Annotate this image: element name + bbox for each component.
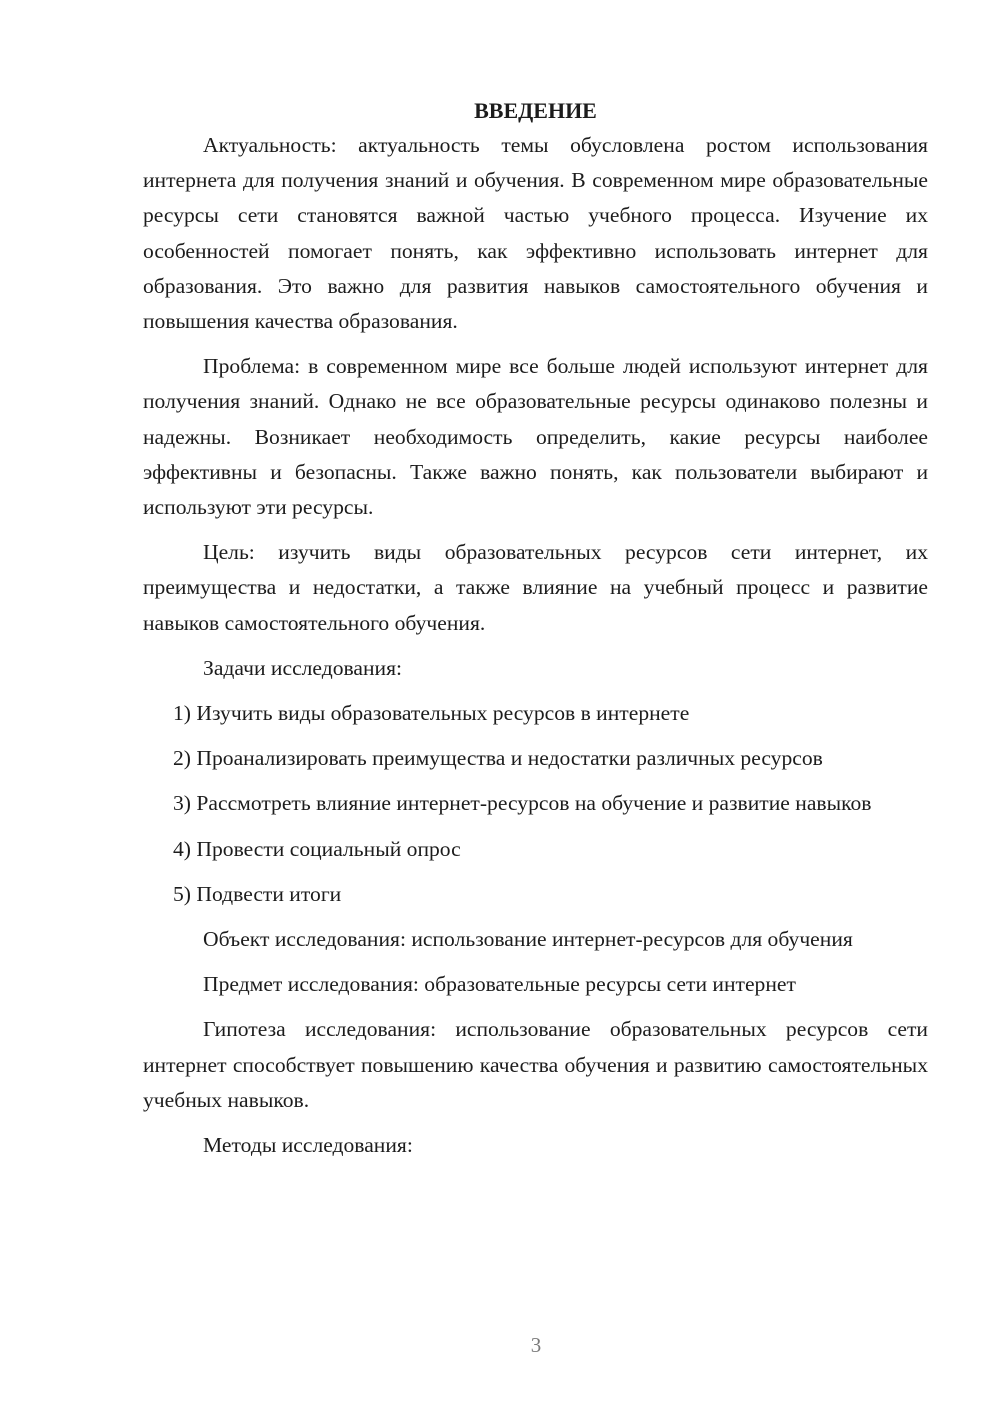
relevance-paragraph: Актуальность: актуальность темы обусловлена ростом использования интернета для получения знаний и обучения. В современном мире образовательные ресурсы сети становятся важной частью учебного процесса. Изучение их особенностей помогает понять, как эффективно использовать интернет для образования. Это важно для развития навыков самостоятельного обучения и повышения качества образования. (143, 133, 928, 334)
page-number: 3 (530, 1333, 542, 1357)
goal-paragraph: Цель: изучить виды образовательных ресурсов сети интернет, их преимущества и недостатки, а также влияние на учебный процесс и развитие навыков самостоятельного обучения. (143, 540, 928, 635)
problem-paragraph: Проблема: в современном мире все больше людей используют интернет для получения знаний. Однако не все образовательные ресурсы одинаково полезны и надежны. Возникает необходимость определить, какие ресурсы наиболее эффективны и безопасны. Также важно понять, как пользователи выбирают и используют эти ресурсы. (143, 354, 928, 520)
task-item-5: 5) Подвести итоги (173, 881, 342, 906)
tasks-heading: Задачи исследования: (203, 655, 403, 680)
subject-paragraph: Предмет исследования: образовательные ресурсы сети интернет (203, 972, 796, 997)
hypothesis-paragraph: Гипотеза исследования: использование образовательных ресурсов сети интернет способствует повышению качества обучения и развитию самостоятельных учебных навыков. (143, 1017, 928, 1112)
methods-heading: Методы исследования: (203, 1133, 413, 1158)
task-item-4: 4) Провести социальный опрос (173, 836, 461, 861)
task-item-1: 1) Изучить виды образовательных ресурсов в интернете (173, 701, 690, 726)
document-page (143, 95, 928, 1173)
task-item-3: 3) Рассмотреть влияние интернет-ресурсов на обучение и развитие навыков (173, 791, 872, 816)
section-title: ВВЕДЕНИЕ (474, 98, 597, 123)
task-item-2: 2) Проанализировать преимущества и недостатки различных ресурсов (173, 746, 823, 771)
object-paragraph: Объект исследования: использование интернет-ресурсов для обучения (203, 927, 853, 952)
